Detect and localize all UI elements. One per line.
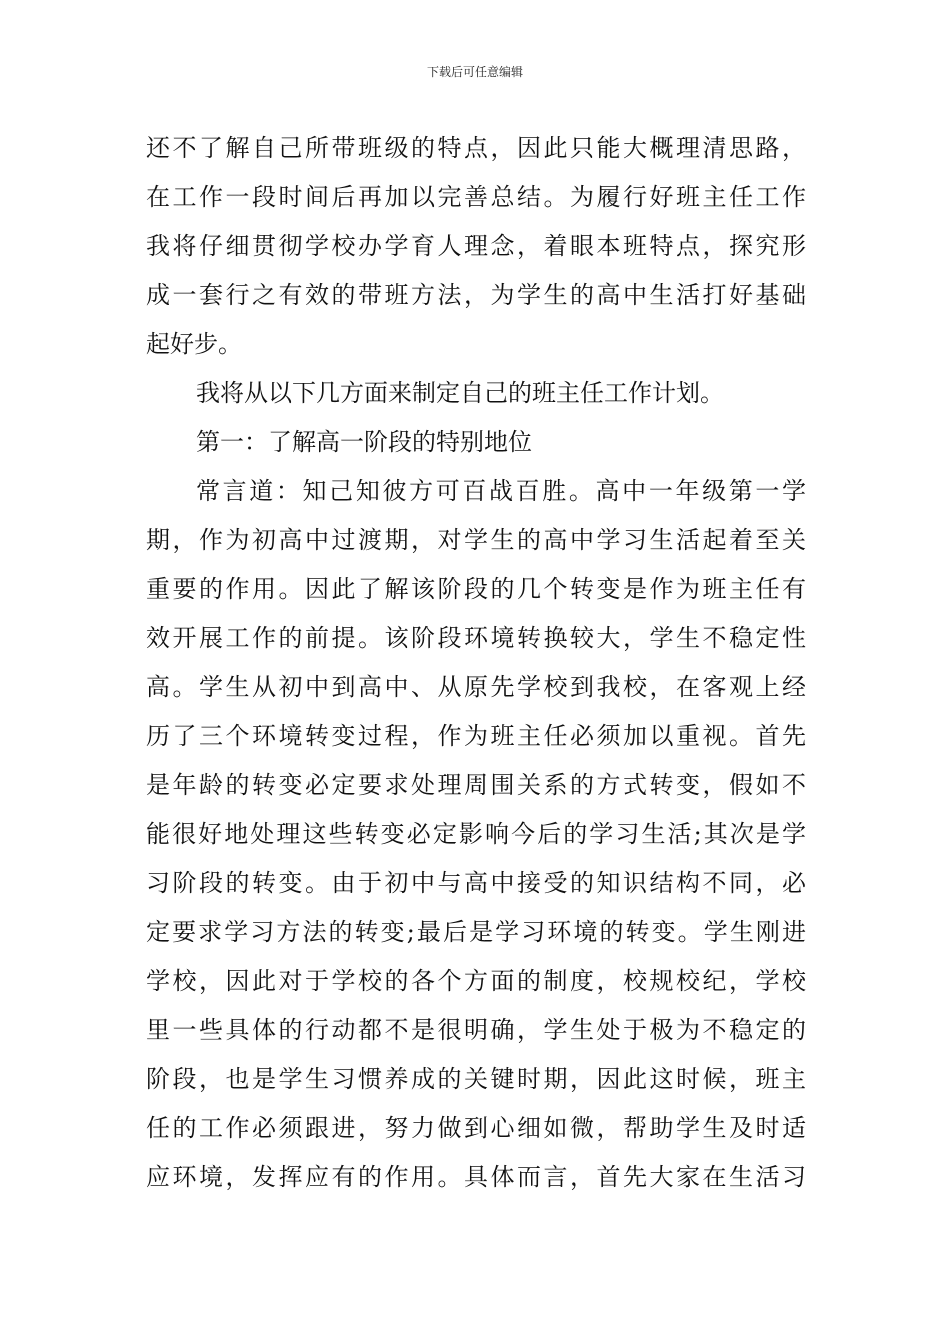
text-line: 起好步。 [146,330,242,358]
text-line: 习阶段的转变。由于初中与高中接受的知识结构不同，必 [146,869,806,897]
text-line: 重要的作用。因此了解该阶段的几个转变是作为班主任有 [146,575,806,603]
text-line: 成一套行之有效的带班方法，为学生的高中生活打好基础 [146,281,806,309]
text-line: 期，作为初高中过渡期，对学生的高中学习生活起着至关 [146,526,806,554]
text-line: 历了三个环境转变过程，作为班主任必须加以重视。首先 [146,722,806,750]
text-line: 任的工作必须跟进，努力做到心细如微，帮助学生及时适 [146,1114,806,1142]
text-line: 还不了解自己所带班级的特点，因此只能大概理清思路， [146,134,806,162]
text-line: 效开展工作的前提。该阶段环境转换较大，学生不稳定性 [146,624,806,652]
text-line: 我将仔细贯彻学校办学育人理念，着眼本班特点，探究形 [146,232,806,260]
text-line: 阶段，也是学生习惯养成的关键时期，因此这时候，班主 [146,1065,806,1093]
text-line: 在工作一段时间后再加以完善总结。为履行好班主任工作 [146,183,806,211]
text-line: 能很好地处理这些转变必定影响今后的学习生活;其次是学 [146,820,806,848]
document-body [146,124,806,1202]
page-header: 下载后可任意编辑 [426,65,523,79]
text-line: 常言道：知己知彼方可百战百胜。高中一年级第一学 [196,477,806,505]
text-line: 是年龄的转变必定要求处理周围关系的方式转变，假如不 [146,771,806,799]
text-line: 学校，因此对于学校的各个方面的制度，校规校纪，学校 [146,967,806,995]
text-line: 我将从以下几方面来制定自己的班主任工作计划。 [196,379,724,407]
text-line: 高。学生从初中到高中、从原先学校到我校，在客观上经 [146,673,806,701]
section-heading: 第一：了解高一阶段的特别地位 [196,428,532,456]
text-line: 定要求学习方法的转变;最后是学习环境的转变。学生刚进 [146,918,806,946]
text-line: 应环境，发挥应有的作用。具体而言，首先大家在生活习 [146,1163,806,1191]
text-line: 里一些具体的行动都不是很明确，学生处于极为不稳定的 [146,1016,806,1044]
